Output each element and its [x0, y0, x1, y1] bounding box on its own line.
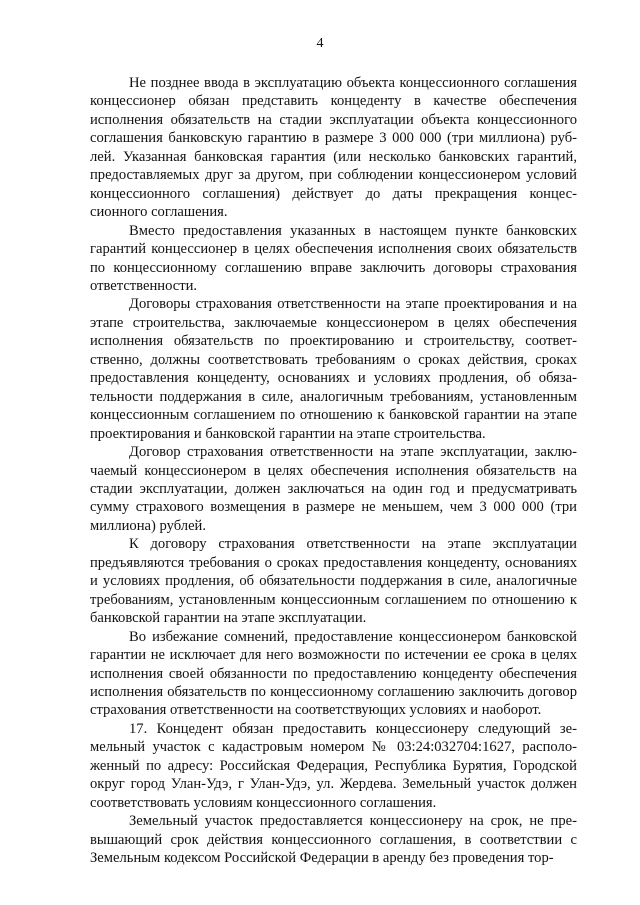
paragraph-avoidance-of-doubt: Во избежание сомнений, предоставление концессионером банковской гарантии не исключает для него возможности по истечении ее срока в целях исполнения своей обязанности по предоставлению концеденту обеспечения исполнения обязательств по концессионному соглашению заключить договор страхования ответственности на соответствующих условиях и наоборот.	[90, 628, 577, 719]
paragraph-bank-guarantee: Не позднее ввода в эксплуатацию объекта концессионного соглашения концессионер обязан представить концеденту в качестве обеспечения исполнения обязательств на стадии эксплуатации объекта концессионного соглашения банковскую гарантию в размере 3 000 000 (три миллиона) рублей. Указанная банковская гарантия (или несколько банковских гарантий, предоставляемых друг за другом, при соблюдении концессионером условий концессионного соглашения) действует до даты прекращения концессионного соглашения.	[90, 75, 577, 221]
paragraph-insurance-alternative: Вместо предоставления указанных в настоящем пункте банковских гарантий концессионер в целях обеспечения исполнения своих обязательств по концессионному соглашению вправе заключить договоры страхования ответственности.	[90, 222, 577, 294]
paragraph-design-construction-insurance: Договоры страхования ответственности на этапе проектирования и на этапе строительства, заключаемые концессионером в целях обеспечения исполнения обязательств по проектированию и строительству, соответственно, должны соответствовать требованиям о сроках действия, сроках предоставления концеденту, основаниях и условиях продления, об обязательности поддержания в силе, аналогичным требованиям, установленным концессионным соглашением по отношению к банковской гарантии на этапе проектирования и банковской гарантии на этапе строительства.	[90, 296, 577, 442]
paragraph-clause-17-land-plot: 17. Концедент обязан предоставить концессионеру следующий земельный участок с кадастровым номером № 03:24:032704:1627, расположенный по адресу: Российская Федерация, Республика Бурятия, Городской округ город Улан-Удэ, г Улан-Удэ, ул. Жердева. Земельный участок должен соответствовать условиям концессионного соглашения.	[90, 720, 577, 811]
page-number: 4	[316, 36, 324, 51]
paragraph-operation-insurance-requirements: К договору страхования ответственности на этапе эксплуатации предъявляются требования о сроках предоставления концеденту, основаниях и условиях продления, об обязательности поддержания в силе, аналогичные требованиям, установленным концессионным соглашением по отношению к банковской гарантии на этапе эксплуатации.	[90, 536, 577, 627]
paragraph-land-plot-lease: Земельный участок предоставляется концессионеру на срок, не превышающий срок действия концессионного соглашения, в соответствии с Земельным кодексом Российской Федерации в аренду без проведения тор-	[90, 813, 577, 867]
paragraph-operation-insurance: Договор страхования ответственности на этапе эксплуатации, заключаемый концессионером в целях обеспечения исполнения обязательств на стадии эксплуатации, должен заключаться на один год и предусматривать сумму страхового возмещения в размере не меньшем, чем 3 000 000 (три миллиона) рублей.	[90, 444, 577, 534]
document-body	[90, 74, 577, 867]
